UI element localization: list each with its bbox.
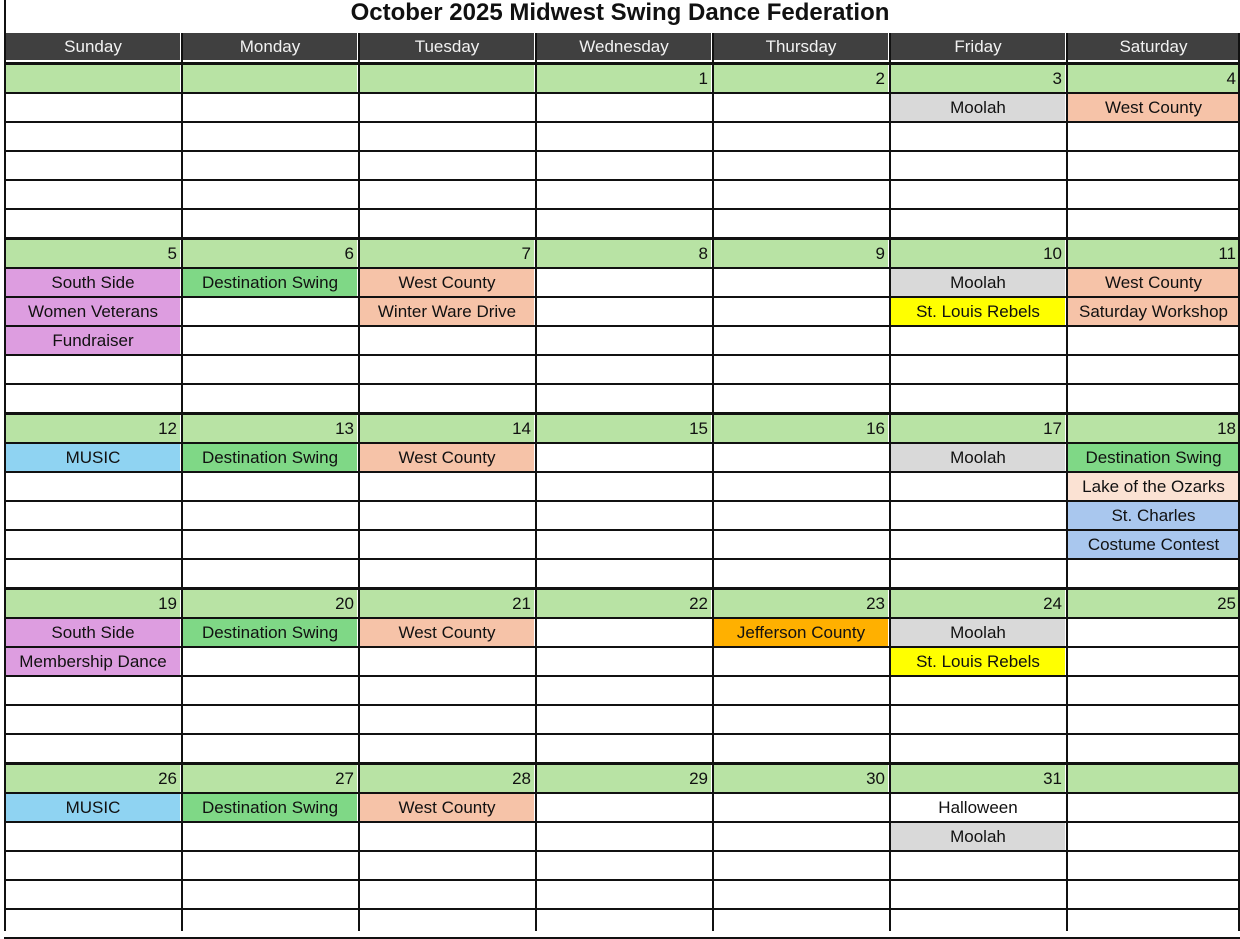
event-entry[interactable]: Destination Swing	[183, 444, 357, 471]
date-cell: 17	[891, 415, 1065, 442]
row-line	[4, 733, 1240, 735]
date-cell: 25	[1068, 590, 1239, 617]
event-entry[interactable]: Destination Swing	[183, 619, 357, 646]
row-line	[4, 208, 1240, 210]
week-border	[4, 62, 1240, 65]
event-entry[interactable]: St. Louis Rebels	[891, 298, 1065, 325]
event-entry[interactable]: West County	[360, 269, 534, 296]
row-line	[4, 92, 1240, 94]
row-line	[4, 558, 1240, 560]
event-entry[interactable]: Destination Swing	[183, 794, 357, 821]
event-entry[interactable]: Destination Swing	[183, 269, 357, 296]
row-line	[4, 121, 1240, 123]
event-entry[interactable]: MUSIC	[6, 794, 180, 821]
date-cell: 5	[6, 240, 180, 267]
event-entry[interactable]: Membership Dance	[6, 648, 180, 675]
calendar-title: October 2025 Midwest Swing Dance Federation	[350, 0, 890, 26]
column-line	[181, 33, 183, 931]
day-header-wednesday: Wednesday	[537, 33, 711, 60]
row-line	[4, 383, 1240, 385]
row-line	[4, 179, 1240, 181]
date-cell: 16	[714, 415, 888, 442]
event-entry[interactable]: Jefferson County	[714, 619, 888, 646]
date-cell: 23	[714, 590, 888, 617]
date-cell: 6	[183, 240, 357, 267]
date-cell: 30	[714, 765, 888, 792]
event-entry[interactable]: Lake of the Ozarks	[1068, 473, 1239, 500]
event-entry[interactable]: Women Veterans	[6, 298, 180, 325]
event-entry[interactable]: Moolah	[891, 823, 1065, 850]
date-cell: 19	[6, 590, 180, 617]
event-entry[interactable]: Costume Contest	[1068, 531, 1239, 558]
day-header-thursday: Thursday	[714, 33, 888, 60]
row-line	[4, 617, 1240, 619]
column-line	[535, 33, 537, 931]
column-line	[4, 33, 6, 931]
date-cell: 4	[1068, 65, 1239, 92]
week-border	[4, 237, 1240, 240]
day-header-monday: Monday	[183, 33, 357, 60]
day-header-friday: Friday	[891, 33, 1065, 60]
row-line	[4, 442, 1240, 444]
event-entry[interactable]: MUSIC	[6, 444, 180, 471]
event-entry[interactable]: South Side	[6, 269, 180, 296]
date-cell: 12	[6, 415, 180, 442]
date-cell: 8	[537, 240, 711, 267]
date-cell: 15	[537, 415, 711, 442]
week-border	[4, 412, 1240, 415]
row-line	[4, 908, 1240, 910]
date-cell: 14	[360, 415, 534, 442]
event-entry[interactable]: St. Louis Rebels	[891, 648, 1065, 675]
date-cell	[6, 65, 180, 92]
column-line	[889, 33, 891, 931]
row-line	[4, 150, 1240, 152]
row-line	[4, 821, 1240, 823]
row-line	[4, 296, 1240, 298]
date-cell	[360, 65, 534, 92]
event-entry[interactable]: West County	[1068, 269, 1239, 296]
event-entry[interactable]: West County	[1068, 94, 1239, 121]
date-cell: 9	[714, 240, 888, 267]
row-line	[4, 646, 1240, 648]
date-cell: 29	[537, 765, 711, 792]
event-entry[interactable]: Halloween	[891, 794, 1065, 821]
row-line	[4, 792, 1240, 794]
date-cell	[183, 65, 357, 92]
column-line	[358, 33, 360, 931]
day-header-saturday: Saturday	[1068, 33, 1239, 60]
event-entry[interactable]: St. Charles	[1068, 502, 1239, 529]
date-cell: 27	[183, 765, 357, 792]
date-cell: 1	[537, 65, 711, 92]
week-border	[4, 587, 1240, 590]
date-cell: 21	[360, 590, 534, 617]
date-cell: 18	[1068, 415, 1239, 442]
row-line	[4, 500, 1240, 502]
date-cell: 26	[6, 765, 180, 792]
outer-border	[4, 0, 6, 33]
row-line	[4, 325, 1240, 327]
date-cell: 10	[891, 240, 1065, 267]
event-entry[interactable]: Destination Swing	[1068, 444, 1239, 471]
column-line	[1066, 33, 1068, 931]
event-entry[interactable]: Moolah	[891, 269, 1065, 296]
event-entry[interactable]: Winter Ware Drive	[360, 298, 534, 325]
date-cell: 22	[537, 590, 711, 617]
row-line	[4, 471, 1240, 473]
event-entry[interactable]: South Side	[6, 619, 180, 646]
date-cell: 3	[891, 65, 1065, 92]
day-header-tuesday: Tuesday	[360, 33, 534, 60]
week-border	[4, 762, 1240, 765]
row-line	[4, 879, 1240, 881]
event-entry[interactable]: Saturday Workshop	[1068, 298, 1239, 325]
date-cell: 13	[183, 415, 357, 442]
row-line	[4, 850, 1240, 852]
date-cell	[1068, 765, 1239, 792]
date-cell: 20	[183, 590, 357, 617]
row-line	[4, 267, 1240, 269]
event-entry[interactable]: West County	[360, 619, 534, 646]
event-entry[interactable]: Moolah	[891, 94, 1065, 121]
row-line	[4, 675, 1240, 677]
date-cell: 31	[891, 765, 1065, 792]
calendar-grid	[4, 33, 1240, 931]
event-entry[interactable]: Moolah	[891, 444, 1065, 471]
event-entry[interactable]: Moolah	[891, 619, 1065, 646]
row-line	[4, 704, 1240, 706]
row-line	[4, 354, 1240, 356]
event-entry[interactable]: West County	[360, 794, 534, 821]
date-cell: 28	[360, 765, 534, 792]
day-header-sunday: Sunday	[6, 33, 180, 60]
date-cell: 2	[714, 65, 888, 92]
date-cell: 24	[891, 590, 1065, 617]
event-entry[interactable]: West County	[360, 444, 534, 471]
date-cell: 7	[360, 240, 534, 267]
row-line	[4, 529, 1240, 531]
column-line	[712, 33, 714, 931]
event-entry[interactable]: Fundraiser	[6, 327, 180, 354]
date-cell: 11	[1068, 240, 1239, 267]
